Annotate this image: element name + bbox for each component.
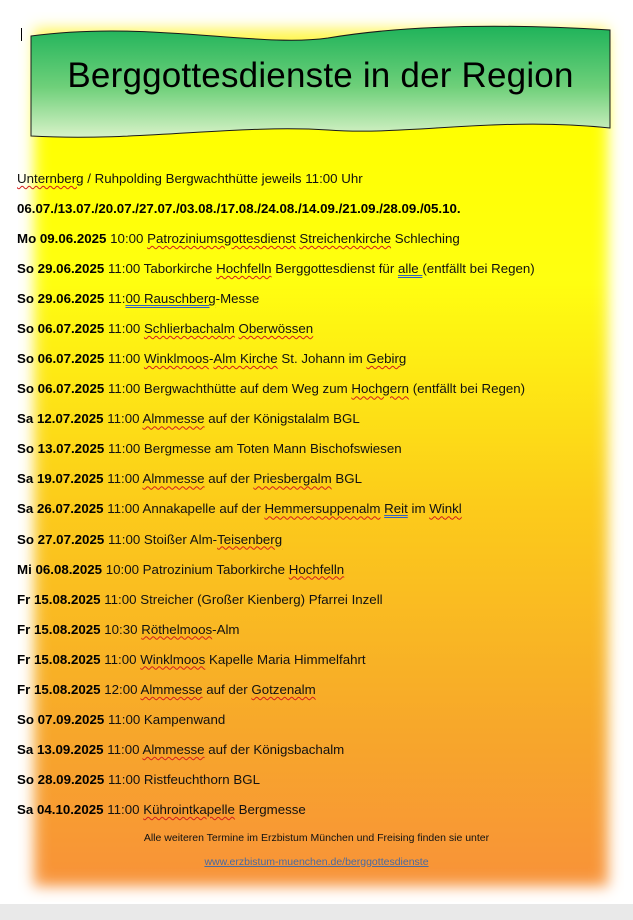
event-text: Teisenberg [217,531,283,547]
event-text: Priesbergalm [253,471,332,487]
event-text: 11:00 Streicher (Großer Kienberg) Pfarrei Inzell [100,591,383,607]
event-date: So 27.07.2025 [17,531,105,547]
event-text: Schlierbachalm [143,321,235,337]
event-text: Schleching [391,231,460,246]
event-date: Fr 15.08.2025 [17,621,101,637]
event-text: St. Johann im [277,351,367,367]
event-text: 11:00 [103,471,143,487]
event-text: 11:00 [103,741,143,757]
event-text: im [407,501,430,517]
event-item [17,561,344,579]
event-item [17,651,366,669]
event-text: 00 Rauschberg [125,291,216,307]
event-item [17,621,240,639]
event-text: Almmesse [142,411,205,427]
page-title: Berggottesdienste in der Region [67,56,574,95]
event-text: 11:00 Ristfeuchthorn BGL [104,771,260,787]
event-text: BGL [331,471,362,487]
event-date: So 28.09.2025 [17,771,105,787]
event-text: 11: [104,291,126,307]
event-text: 11:00 Bergwachthütte auf dem Weg zum [104,381,352,397]
event-text: Almmesse [140,681,203,697]
event-item [17,591,383,609]
event-text: Kapelle Maria Himmelfahrt [205,651,366,667]
bottom-bar [0,904,633,920]
event-text: Hochgern [351,381,410,397]
intro-rest: / Ruhpolding Bergwachthütte jeweils 11:00 Uhr [83,171,363,186]
event-item [17,711,225,729]
event-item [17,771,260,789]
event-text: auf der Königsbachalm [204,741,345,757]
event-text: Winklmoos [140,651,206,667]
event-item [17,350,406,368]
event-text: Almmesse [142,741,205,757]
event-date: Sa 04.10.2025 [17,801,104,817]
event-text: Hemmersuppenalm [264,501,381,517]
event-item [17,230,460,248]
event-text: 11:00 Bergmesse am Toten Mann Bischofswiesen [104,441,402,457]
text-cursor [21,28,22,41]
event-item [17,380,525,398]
event-text: 11:00 [103,411,143,427]
event-text: Berggottesdienst für [271,261,398,277]
intro-line [17,170,363,188]
event-text: 11:00 [100,651,141,667]
footer-note: Alle weiteren Termine im Erzbistum München und Freising finden sie unter [143,832,490,844]
event-date: So 06.07.2025 [17,351,105,367]
event-text: -Messe [215,291,260,307]
event-text: auf der [204,471,254,487]
event-text: Gebirg [366,351,407,367]
intro-dates: 06.07./13.07./20.07./27.07./03.08./17.08./24.08./14.09./21.09./28.09./05.10. [17,201,461,216]
event-text: 11:00 Kampenwand [104,711,226,727]
event-item [17,531,282,549]
event-date: Fr 15.08.2025 [17,651,101,667]
event-item [17,410,360,428]
event-date: Fr 15.08.2025 [17,681,101,697]
event-item [17,470,362,488]
event-text: 11:00 [103,801,144,817]
event-text: Bergmesse [234,801,306,817]
intro-place: Unternberg [17,171,84,186]
event-text: Kührointkapelle [143,801,235,817]
event-item [17,290,259,308]
event-text: Alm Kirche [213,351,278,367]
event-text: Almmesse [142,471,205,487]
event-text: Röthelmoos [141,621,213,637]
event-date: Mo 09.06.2025 [17,231,107,246]
event-text: -Alm [212,621,240,637]
event-text: Reit [384,501,408,517]
event-date: Sa 26.07.2025 [17,501,104,517]
event-text: 11:00 [104,321,144,337]
event-date: Fr 15.08.2025 [17,591,101,607]
event-date: Mi 06.08.2025 [17,561,103,577]
event-text: 11:00 [104,351,144,367]
event-date: So 29.06.2025 [17,261,105,277]
event-text: Winklmoos [143,351,209,367]
event-item [17,681,316,699]
footer-link[interactable]: www.erzbistum-muenchen.de/berggottesdienste [204,856,429,868]
event-item [17,320,313,338]
event-text: Hochfelln [288,561,345,577]
event-date: So 29.06.2025 [17,291,105,307]
event-date: Sa 13.09.2025 [17,741,104,757]
event-text: auf der Königstalalm BGL [204,411,360,427]
event-text: 10:00 Patrozinium Taborkirche [102,561,289,577]
event-item [17,500,462,518]
event-text: Gotzenalm [251,681,316,697]
event-text: Winkl [429,501,462,517]
event-text: (entfällt bei Regen) [409,381,526,397]
event-text: (entfällt bei Regen) [422,261,535,277]
event-item [17,260,535,278]
event-item [17,440,402,458]
event-text: Oberwössen [238,321,314,337]
event-date: So 13.07.2025 [17,441,105,457]
event-date: So 06.07.2025 [17,381,105,397]
title-banner [28,24,613,142]
event-item [17,801,306,819]
event-text: Hochfelln [216,261,272,277]
event-text: 10:00 [106,231,148,246]
event-text: - [208,351,214,367]
event-text: 11:00 Stoißer Alm- [104,531,218,547]
event-text: auf der [202,681,252,697]
event-text: 11:00 Annakapelle auf der [103,501,265,517]
event-text: alle [397,261,423,277]
event-date: So 07.09.2025 [17,711,105,727]
event-date: Sa 12.07.2025 [17,411,104,427]
event-text: 12:00 [100,681,141,697]
event-date: So 06.07.2025 [17,321,105,337]
event-item [17,741,344,759]
event-text: Patroziniumsgottesdienst [147,231,296,246]
event-date: Sa 19.07.2025 [17,471,104,487]
event-text: 10:30 [100,621,142,637]
event-text: Streichenkirche [299,231,392,246]
event-text: 11:00 Taborkirche [104,261,217,277]
